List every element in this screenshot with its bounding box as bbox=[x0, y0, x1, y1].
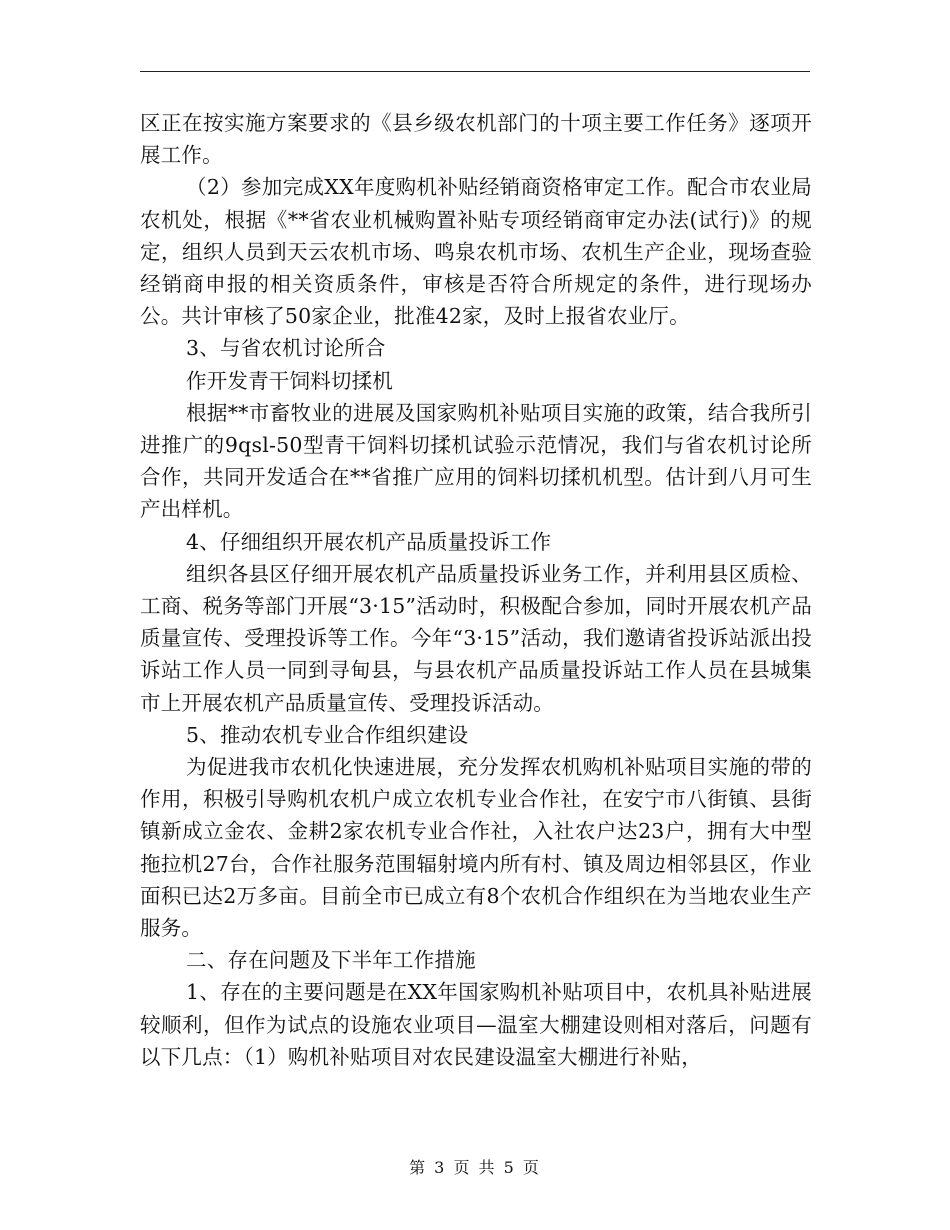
page-number-footer: 第 3 页 共 5 页 bbox=[409, 1158, 541, 1177]
paragraph: 1、存在的主要问题是在XX年国家购机补贴项目中，农机具补贴进展较顺利，但作为试点的设施农业项目—温室大棚建设则相对落后，问题有以下几点：（1）购机补贴项目对农民建设温室大棚进行补贴， bbox=[140, 980, 812, 1069]
paragraph: （2）参加完成XX年度购机补贴经销商资格审定工作。配合市农业局农机处，根据《**省农业机械购置补贴专项经销商审定办法(试行)》的规定，组织人员到天云农机市场、鸣泉农机市场、农机生产企业，现场查验经销商申报的相关资质条件，审核是否符合所规定的条件，进行现场办公。共计审核了50家企业，批准42家，及时上报省农业厅。 bbox=[140, 175, 812, 329]
section-heading: 4、仔细组织开展农机产品质量投诉工作 bbox=[186, 529, 552, 554]
section-heading: 二、存在问题及下半年工作措施 bbox=[186, 948, 476, 973]
document-body bbox=[140, 107, 812, 1073]
header-rule bbox=[140, 71, 810, 72]
section-heading: 3、与省农机讨论所合 bbox=[186, 336, 386, 361]
paragraph: 根据**市畜牧业的进展及国家购机补贴项目实施的政策，结合我所引进推广的9qsl-50型青干饲料切揉机试验示范情况，我们与省农机讨论所合作，共同开发适合在**省推广应用的饲料切揉机机型。估计到八月可生产出样机。 bbox=[140, 400, 812, 522]
section-heading: 5、推动农机专业合作组织建设 bbox=[186, 722, 469, 747]
paragraph: 组织各县区仔细开展农机产品质量投诉业务工作，并利用县区质检、工商、税务等部门开展“3·15”活动时，积极配合参加，同时开展农机产品质量宣传、受理投诉等工作。今年“3·15”活动，我们邀请省投诉站派出投诉站工作人员一同到寻甸县，与县农机产品质量投诉站工作人员在县城集市上开展农机产品质量宣传、受理投诉活动。 bbox=[140, 561, 812, 715]
paragraph: 为促进我市农机化快速进展，充分发挥农机购机补贴项目实施的带的作用，积极引导购机农机户成立农机专业合作社，在安宁市八街镇、县街镇新成立金农、金耕2家农机专业合作社，入社农户达23户，拥有大中型拖拉机27台，合作社服务范围辐射境内所有村、镇及周边相邻县区，作业面积已达2万多亩。目前全市已成立有8个农机合作组织在为当地农业生产服务。 bbox=[140, 755, 812, 941]
paragraph: 区正在按实施方案要求的《县乡级农机部门的十项主要工作任务》逐项开展工作。 bbox=[140, 111, 812, 168]
section-heading-continued: 作开发青干饲料切揉机 bbox=[186, 368, 393, 393]
